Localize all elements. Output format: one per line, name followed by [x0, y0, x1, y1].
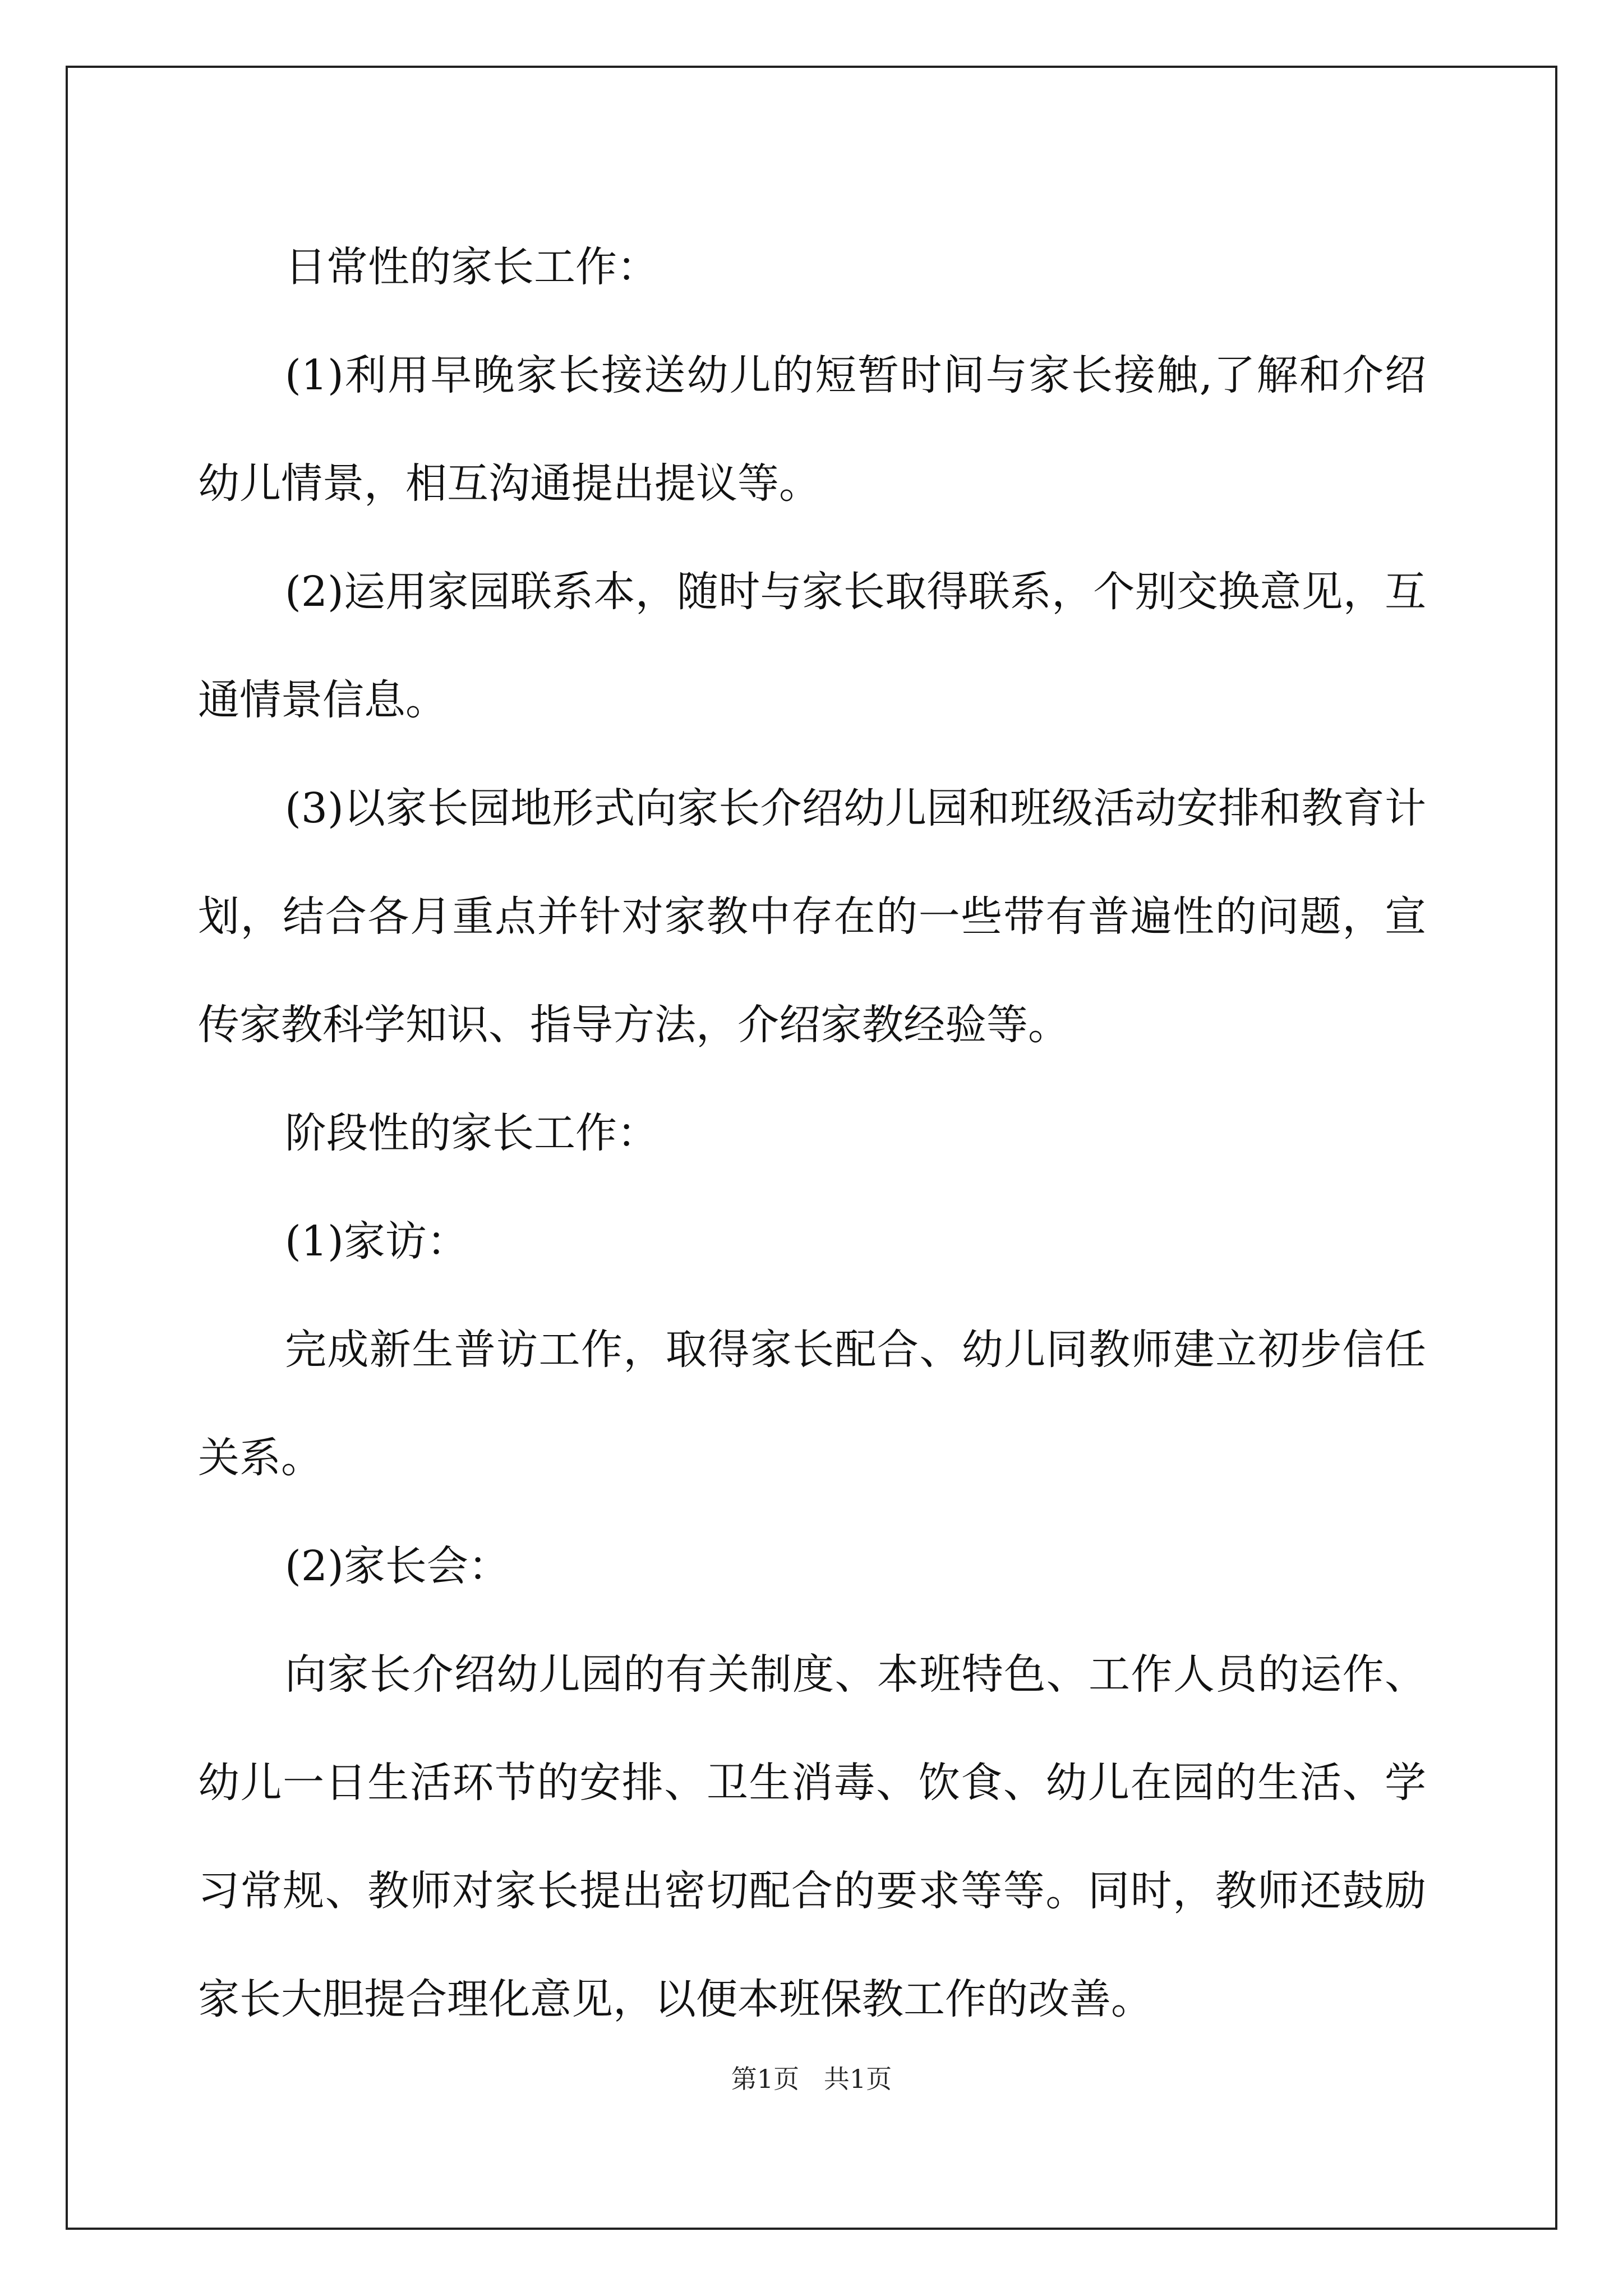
paragraph-home-visit-heading: (1)家访：: [285, 1217, 468, 1266]
page-number-footer: 第1页 共1页: [731, 2064, 892, 2094]
paragraph-daily-item-1: (1)利用早晚家长接送幼儿的短暂时间与家长接触,了解和介绍幼儿情景，相互沟通提出提议等。: [198, 351, 1426, 508]
paragraph-home-visit-body: 完成新生普访工作，取得家长配合、幼儿同教师建立初步信任关系。: [198, 1326, 1426, 1482]
document-body: [198, 213, 1426, 2054]
paragraph-daily-heading: 日常性的家长工作：: [285, 243, 658, 291]
paragraph-parent-meeting-body: 向家长介绍幼儿园的有关制度、本班特色、工作人员的运作、幼儿一日生活环节的安排、卫生消毒、饮食、幼儿在园的生活、学习常规、教师对家长提出密切配合的要求等等。同时，教师还鼓励家长大胆提合理化意见，以便本班保教工作的改善。: [198, 1650, 1426, 2023]
paragraph-daily-item-2: (2)运用家园联系本，随时与家长取得联系，个别交换意见，互通情景信息。: [198, 568, 1426, 724]
paragraph-periodic-heading: 阶段性的家长工作：: [285, 1109, 658, 1157]
paragraph-daily-item-3: (3)以家长园地形式向家长介绍幼儿园和班级活动安排和教育计划，结合各月重点并针对家教中存在的一些带有普遍性的问题，宣传家教科学知识、指导方法，介绍家教经验等。: [198, 784, 1426, 1049]
paragraph-parent-meeting-heading: (2)家长会：: [285, 1542, 510, 1590]
